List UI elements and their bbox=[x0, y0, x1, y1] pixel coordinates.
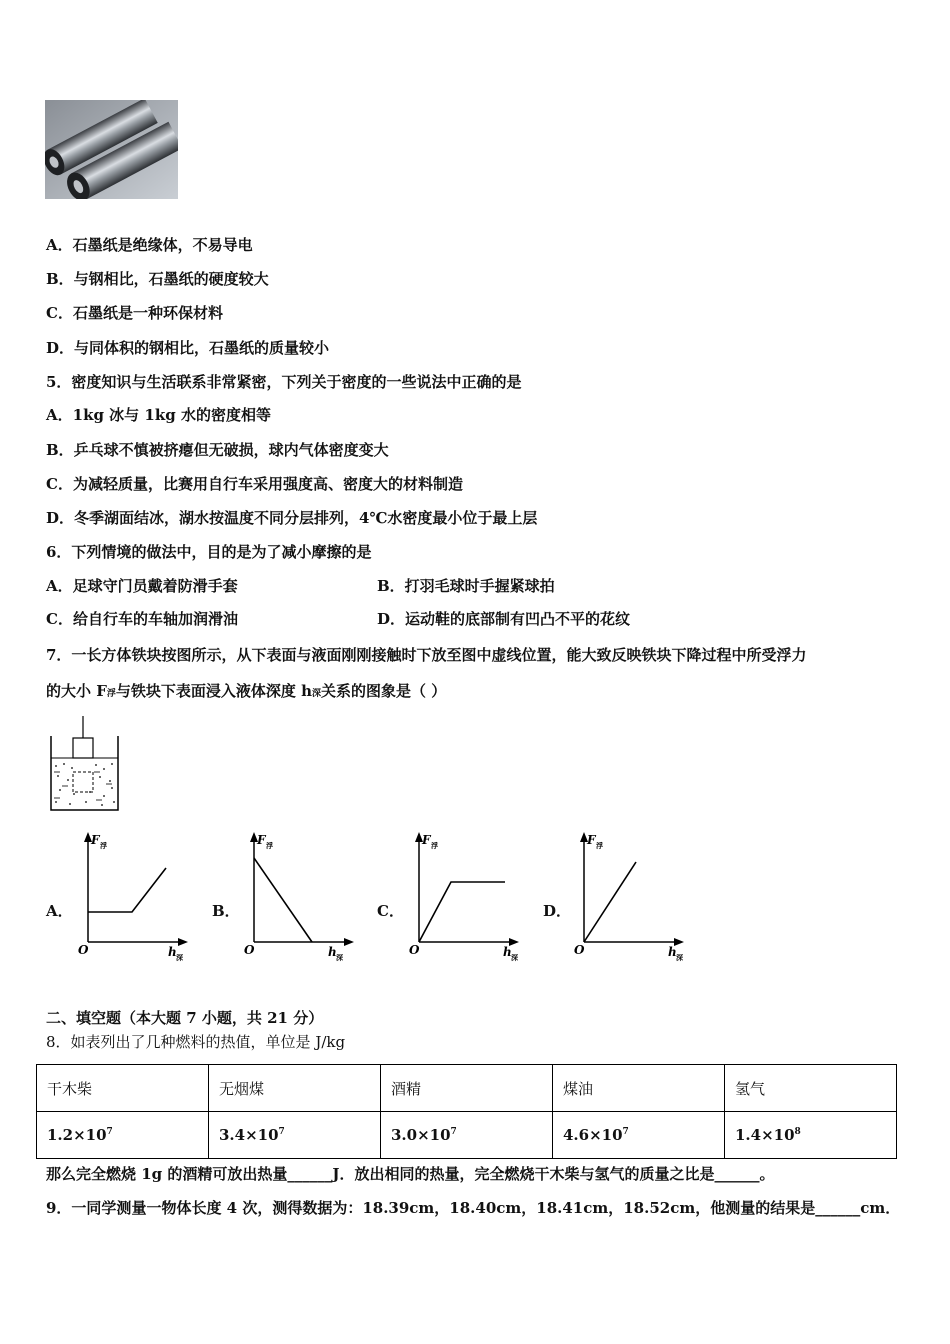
table-row bbox=[37, 1112, 897, 1159]
graphite-paper-photo bbox=[45, 100, 178, 199]
svg-text:浮: 浮 bbox=[431, 841, 438, 850]
section2-title: 二、填空题（本大题 7 小题，共 21 分） bbox=[46, 1009, 324, 1027]
graph-d bbox=[570, 830, 690, 969]
q4-option-c: C．石墨纸是一种环保材料 bbox=[46, 304, 223, 322]
q8-followup: 那么完全燃烧 1g 的酒精可放出热量______J．放出相同的热量，完全燃烧干木柴与氢气的质量之比是______。 bbox=[46, 1165, 775, 1183]
q6-option-c: C．给自行车的车轴加润滑油 bbox=[46, 610, 238, 628]
table-header-cell: 干木柴 bbox=[37, 1065, 209, 1112]
svg-text:浮: 浮 bbox=[100, 841, 107, 850]
table-cell: $1.2\times 10^7$ bbox=[37, 1112, 209, 1159]
table-header-cell: 煤油 bbox=[553, 1065, 725, 1112]
svg-text:O: O bbox=[244, 943, 255, 957]
q4-option-a: A．石墨纸是绝缘体，不易导电 bbox=[46, 236, 253, 254]
svg-text:浮: 浮 bbox=[596, 841, 603, 850]
svg-text:h: h bbox=[168, 945, 177, 959]
svg-text:O: O bbox=[574, 943, 585, 957]
svg-text:深: 深 bbox=[176, 953, 183, 962]
svg-text:浮: 浮 bbox=[266, 841, 273, 850]
q9-stem: 9．一同学测量一物体长度 4 次，测得数据为：18.39cm，18.40cm，18.41cm，18.52cm，他测量的结果是______cm． bbox=[46, 1199, 901, 1217]
q7-stem-line1: 7．一长方体铁块按图所示，从下表面与液面刚刚接触时下放至图中虚线位置，能大致反映铁块下降过程中所受浮力 bbox=[46, 646, 807, 664]
q5-option-c: C．为减轻质量，比赛用自行车采用强度高、密度大的材料制造 bbox=[46, 475, 463, 493]
table-header-cell: 酒精 bbox=[381, 1065, 553, 1112]
svg-text:h: h bbox=[668, 945, 677, 959]
graph-label-a: A． bbox=[46, 902, 73, 920]
table-cell: $3.4\times 10^7$ bbox=[209, 1112, 381, 1159]
q4-option-b: B．与钢相比，石墨纸的硬度较大 bbox=[46, 270, 269, 288]
svg-text:F: F bbox=[91, 833, 100, 847]
q7-stem-line2: 的大小 F浮与铁块下表面浸入液体深度 h深关系的图象是（ ） bbox=[46, 682, 447, 700]
q4-option-d: D．与同体积的钢相比，石墨纸的质量较小 bbox=[46, 339, 330, 357]
svg-text:F: F bbox=[587, 833, 596, 847]
svg-text:深: 深 bbox=[511, 953, 518, 962]
svg-text:h: h bbox=[503, 945, 512, 959]
graph-label-d: D． bbox=[543, 902, 572, 920]
table-cell: $3.0\times 10^7$ bbox=[381, 1112, 553, 1159]
svg-text:F: F bbox=[257, 833, 266, 847]
svg-text:深: 深 bbox=[676, 953, 683, 962]
q8-stem: 8．如表列出了几种燃料的热值，单位是 J/kg bbox=[46, 1033, 346, 1051]
graph-a bbox=[74, 830, 194, 969]
svg-text:F: F bbox=[422, 833, 431, 847]
graph-b bbox=[240, 830, 360, 969]
graph-label-b: B． bbox=[212, 902, 240, 920]
q6-option-b: B．打羽毛球时手握紧球拍 bbox=[377, 577, 555, 595]
graph-label-c: C． bbox=[377, 902, 404, 920]
table-header-cell: 氢气 bbox=[725, 1065, 897, 1112]
table-header-cell: 无烟煤 bbox=[209, 1065, 381, 1112]
fuel-heat-table bbox=[36, 1064, 897, 1159]
table-cell: $4.6\times 10^7$ bbox=[553, 1112, 725, 1159]
table-cell: $1.4\times 10^8$ bbox=[725, 1112, 897, 1159]
q6-option-a: A．足球守门员戴着防滑手套 bbox=[46, 577, 238, 595]
svg-text:O: O bbox=[409, 943, 420, 957]
q5-option-a: A．1kg 冰与 1kg 水的密度相等 bbox=[46, 406, 271, 424]
graph-c bbox=[405, 830, 525, 969]
beaker-diagram bbox=[46, 714, 126, 818]
svg-text:h: h bbox=[328, 945, 337, 959]
q5-option-b: B．乒乓球不慎被挤瘪但无破损，球内气体密度变大 bbox=[46, 441, 389, 459]
table-header-row bbox=[37, 1065, 897, 1112]
q6-option-d: D．运动鞋的底部制有凹凸不平的花纹 bbox=[377, 610, 631, 628]
q5-option-d: D．冬季湖面结冰，湖水按温度不同分层排列，4℃水密度最小位于最上层 bbox=[46, 509, 538, 527]
svg-text:深: 深 bbox=[336, 953, 343, 962]
q5-stem: 5．密度知识与生活联系非常紧密，下列关于密度的一些说法中正确的是 bbox=[46, 373, 522, 391]
svg-text:O: O bbox=[78, 943, 89, 957]
q6-stem: 6．下列情境的做法中，目的是为了减小摩擦的是 bbox=[46, 543, 372, 561]
